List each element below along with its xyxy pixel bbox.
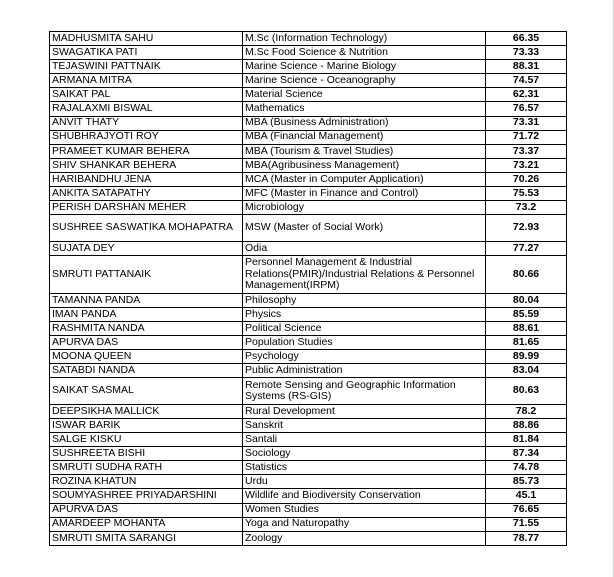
table-row	[50, 378, 567, 405]
student-name-cell: SMRUTI SUDHA RATH	[50, 461, 243, 475]
subject-cell: Political Science	[243, 322, 486, 336]
table-row	[50, 336, 567, 350]
score-cell: 73.2	[486, 201, 567, 215]
subject-cell: MCA (Master in Computer Application)	[243, 172, 486, 186]
score-cell: 88.61	[486, 322, 567, 336]
score-cell: 87.34	[486, 447, 567, 461]
table-row	[50, 130, 567, 144]
table-row	[50, 503, 567, 517]
subject-cell: MBA (Business Administration)	[243, 116, 486, 130]
table-row	[50, 307, 567, 321]
table-row	[50, 46, 567, 60]
student-name-cell: TAMANNA PANDA	[50, 293, 243, 307]
student-name-cell: ROZINA KHATUN	[50, 475, 243, 489]
student-name-cell: SATABDI NANDA	[50, 364, 243, 378]
score-cell: 70.26	[486, 172, 567, 186]
table-row	[50, 350, 567, 364]
score-cell: 81.84	[486, 433, 567, 447]
table-row	[50, 32, 567, 46]
student-name-cell: SUSHREETA BISHI	[50, 447, 243, 461]
student-name-cell: SHUBHRAJYOTI ROY	[50, 130, 243, 144]
student-name-cell: SUSHREE SASWATIKA MOHAPATRA	[50, 215, 243, 242]
table-row	[50, 116, 567, 130]
score-cell: 83.04	[486, 364, 567, 378]
subject-cell: Mathematics	[243, 102, 486, 116]
student-name-cell: APURVA DAS	[50, 503, 243, 517]
score-cell: 45.1	[486, 489, 567, 503]
student-name-cell: SUJATA DEY	[50, 241, 243, 255]
subject-cell: Population Studies	[243, 336, 486, 350]
table-row	[50, 447, 567, 461]
subject-cell: Marine Science - Oceanography	[243, 74, 486, 88]
subject-cell: Wildlife and Biodiversity Conservation	[243, 489, 486, 503]
subject-cell: Philosophy	[243, 293, 486, 307]
score-cell: 77.27	[486, 241, 567, 255]
student-name-cell: ARMANA MITRA	[50, 74, 243, 88]
subject-cell: M.Sc Food Science & Nutrition	[243, 46, 486, 60]
score-cell: 73.33	[486, 46, 567, 60]
results-table-body	[50, 32, 567, 546]
student-name-cell: SWAGATIKA PATI	[50, 46, 243, 60]
student-name-cell: PRAMEET KUMAR BEHERA	[50, 144, 243, 158]
table-row	[50, 88, 567, 102]
score-cell: 80.66	[486, 255, 567, 293]
table-row	[50, 158, 567, 172]
table-row	[50, 461, 567, 475]
student-name-cell: ISWAR BARIK	[50, 418, 243, 432]
subject-cell: Women Studies	[243, 503, 486, 517]
table-row	[50, 74, 567, 88]
score-cell: 80.04	[486, 293, 567, 307]
score-cell: 75.53	[486, 187, 567, 201]
subject-cell: Yoga and Naturopathy	[243, 517, 486, 531]
table-row	[50, 241, 567, 255]
score-cell: 88.31	[486, 60, 567, 74]
subject-cell: Sociology	[243, 447, 486, 461]
score-cell: 76.65	[486, 503, 567, 517]
score-cell: 89.99	[486, 350, 567, 364]
score-cell: 85.73	[486, 475, 567, 489]
table-row	[50, 102, 567, 116]
subject-cell: MFC (Master in Finance and Control)	[243, 187, 486, 201]
subject-cell: Sanskrit	[243, 418, 486, 432]
table-row	[50, 364, 567, 378]
score-cell: 71.72	[486, 130, 567, 144]
score-cell: 71.55	[486, 517, 567, 531]
student-name-cell: HARIBANDHU JENA	[50, 172, 243, 186]
table-row	[50, 531, 567, 545]
score-cell: 88.86	[486, 418, 567, 432]
table-row	[50, 187, 567, 201]
table-row	[50, 60, 567, 74]
table-row	[50, 433, 567, 447]
subject-cell: MSW (Master of Social Work)	[243, 215, 486, 242]
subject-cell: Remote Sensing and Geographic Information Systems (RS-GIS)	[243, 378, 486, 405]
student-name-cell: RAJALAXMI BISWAL	[50, 102, 243, 116]
student-name-cell: SHIV SHANKAR BEHERA	[50, 158, 243, 172]
subject-cell: Microbiology	[243, 201, 486, 215]
subject-cell: Marine Science - Marine Biology	[243, 60, 486, 74]
score-cell: 73.31	[486, 116, 567, 130]
score-cell: 85.59	[486, 307, 567, 321]
table-row	[50, 489, 567, 503]
table-row	[50, 293, 567, 307]
score-cell: 72.93	[486, 215, 567, 242]
student-name-cell: TEJASWINI PATTNAIK	[50, 60, 243, 74]
table-row	[50, 255, 567, 293]
student-name-cell: IMAN PANDA	[50, 307, 243, 321]
table-row	[50, 144, 567, 158]
table-row	[50, 517, 567, 531]
subject-cell: Public Administration	[243, 364, 486, 378]
subject-cell: Physics	[243, 307, 486, 321]
table-row	[50, 201, 567, 215]
student-name-cell: SMRUTI SMITA SARANGI	[50, 531, 243, 545]
subject-cell: MBA (Financial Management)	[243, 130, 486, 144]
student-name-cell: SAIKAT SASMAL	[50, 378, 243, 405]
student-name-cell: APURVA DAS	[50, 336, 243, 350]
score-cell: 80.63	[486, 378, 567, 405]
subject-cell: Urdu	[243, 475, 486, 489]
subject-cell: Rural Development	[243, 404, 486, 418]
student-name-cell: MADHUSMITA SAHU	[50, 32, 243, 46]
subject-cell: Santali	[243, 433, 486, 447]
student-name-cell: SAIKAT PAL	[50, 88, 243, 102]
table-row	[50, 475, 567, 489]
student-name-cell: SMRUTI PATTANAIK	[50, 255, 243, 293]
student-name-cell: SALGE KISKU	[50, 433, 243, 447]
score-cell: 73.37	[486, 144, 567, 158]
subject-cell: M.Sc (Information Technology)	[243, 32, 486, 46]
subject-cell: Zoology	[243, 531, 486, 545]
table-row	[50, 418, 567, 432]
subject-cell: MBA(Agribusiness Management)	[243, 158, 486, 172]
subject-cell: Personnel Management & Industrial Relations(PMIR)/Industrial Relations & Personnel Management(IRPM)	[243, 255, 486, 293]
table-row	[50, 172, 567, 186]
student-name-cell: MOONA QUEEN	[50, 350, 243, 364]
score-cell: 74.57	[486, 74, 567, 88]
subject-cell: Psychology	[243, 350, 486, 364]
student-name-cell: ANKITA SATAPATHY	[50, 187, 243, 201]
student-name-cell: PERISH DARSHAN MEHER	[50, 201, 243, 215]
score-cell: 73.21	[486, 158, 567, 172]
subject-cell: Material Science	[243, 88, 486, 102]
subject-cell: Statistics	[243, 461, 486, 475]
score-cell: 66.35	[486, 32, 567, 46]
score-cell: 74.78	[486, 461, 567, 475]
score-cell: 76.57	[486, 102, 567, 116]
student-name-cell: DEEPSIKHA MALLICK	[50, 404, 243, 418]
score-cell: 62.31	[486, 88, 567, 102]
student-name-cell: AMARDEEP MOHANTA	[50, 517, 243, 531]
table-row	[50, 404, 567, 418]
score-cell: 78.77	[486, 531, 567, 545]
student-name-cell: ANVIT THATY	[50, 116, 243, 130]
subject-cell: MBA (Tourism & Travel Studies)	[243, 144, 486, 158]
results-table	[49, 31, 567, 546]
score-cell: 78.2	[486, 404, 567, 418]
score-cell: 81.65	[486, 336, 567, 350]
student-name-cell: RASHMITA NANDA	[50, 322, 243, 336]
table-row	[50, 322, 567, 336]
student-name-cell: SOUMYASHREE PRIYADARSHINI	[50, 489, 243, 503]
table-row	[50, 215, 567, 242]
subject-cell: Odia	[243, 241, 486, 255]
